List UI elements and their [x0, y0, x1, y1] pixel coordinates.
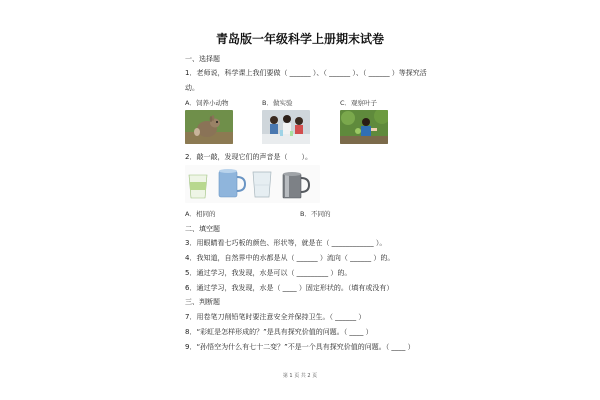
page-footer: 第 1 页 共 2 页	[282, 373, 318, 379]
question-1-option-b: B．做实验	[262, 99, 293, 107]
question-5: 5．通过学习，我发现，水是可以（ _________ ）的。	[185, 269, 352, 277]
question-2-option-a: A．相同的	[185, 210, 216, 218]
question-3: 3．用眼睛看七巧板的颜色、形状等，就是在（ ____________ ）。	[185, 239, 387, 247]
photo-observe-leaves	[340, 110, 388, 144]
question-6: 6．通过学习，我发现，水是（ ____ ）固定形状的。（填有或没有）	[185, 284, 394, 292]
photo-four-cups	[185, 165, 320, 203]
question-1-option-a: A．饲养小动物	[185, 99, 229, 107]
question-1-line-2: 动。	[185, 84, 199, 92]
photo-experiment	[262, 110, 310, 144]
question-1-option-c: C．观察叶子	[340, 99, 378, 107]
section-choice-heading: 一、选择题	[185, 55, 220, 63]
question-4: 4．我知道，自然界中的水都是从（ ______ ）流向（ ______ ）的。	[185, 254, 395, 262]
question-7: 7．用卷笔刀削铅笔时要注意安全并保持卫生。（ ______ ）	[185, 313, 366, 321]
page-title: 青岛版一年级科学上册期末试卷	[215, 32, 384, 46]
question-2: 2．敲一敲，发现它们的声音是（ ）。	[185, 153, 312, 161]
question-2-option-b: B．不同的	[300, 210, 331, 218]
section-fill-heading: 二、填空题	[185, 225, 220, 233]
section-judge-heading: 三、判断题	[185, 298, 220, 306]
photo-small-animal	[185, 110, 233, 144]
question-1-line-1: 1．老师说，科学课上我们要做（ ______ ）、（ ______ ）、（ ______ ）等探究活	[185, 69, 427, 77]
question-9: 9．“孙悟空为什么有七十二变？”不是一个具有探究价值的问题。（ ____ ）	[185, 343, 415, 351]
question-8: 8．“彩虹是怎样形成的？”是具有探究价值的问题。（ ____ ）	[185, 328, 373, 336]
